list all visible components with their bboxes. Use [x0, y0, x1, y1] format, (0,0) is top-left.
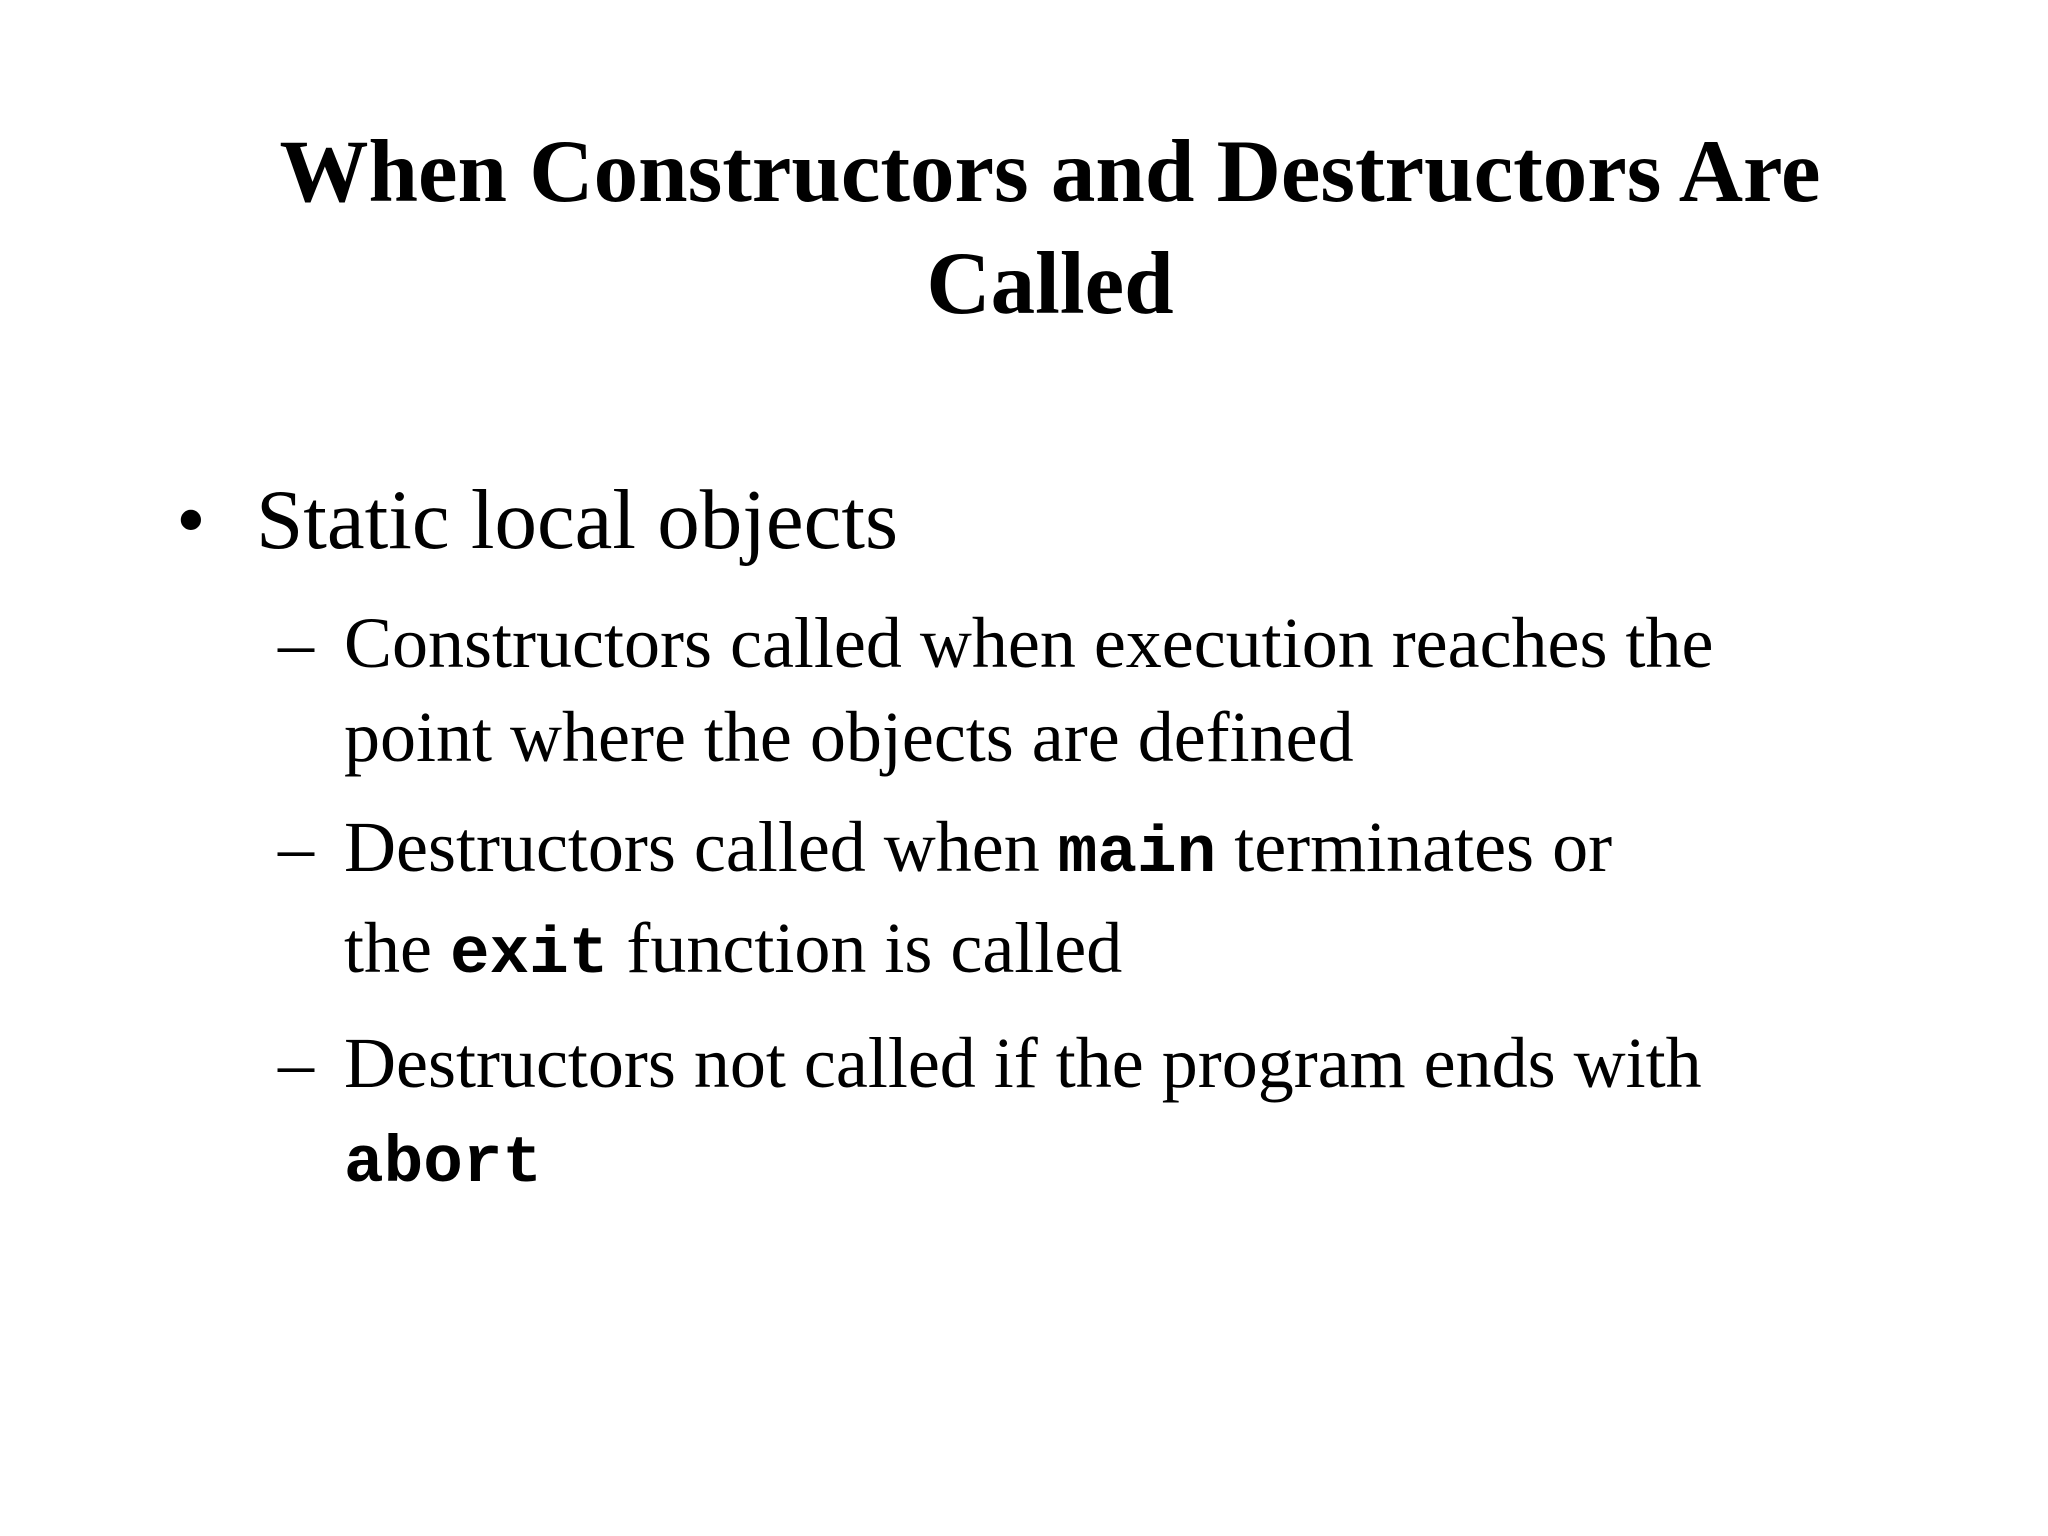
text-fragment: terminates or: [1216, 807, 1613, 887]
sub-item-line: [278, 901, 1938, 1002]
sub-item-dash: –: [278, 807, 314, 887]
sub-item-line: Constructors called when execution reaches the: [344, 603, 1714, 683]
slide-title-line-1: When Constructors and Destructors Are: [279, 123, 1821, 221]
sub-item-line: [278, 1110, 1938, 1211]
sub-item-line: Destructors not called if the program ends with: [344, 1023, 1702, 1103]
code-keyword-main: main: [1057, 816, 1217, 891]
code-keyword-abort: abort: [344, 1126, 543, 1201]
text-fragment: the: [344, 908, 450, 988]
sub-item-line: point where the objects are defined: [344, 697, 1354, 777]
bullet-text: Static local objects: [256, 473, 899, 567]
text-fragment: Destructors called when: [344, 807, 1058, 887]
code-keyword-exit: exit: [449, 917, 609, 992]
sub-item-line: [278, 800, 1938, 901]
slide-title-line-2: Called: [926, 235, 1174, 333]
bullet-marker: •: [176, 473, 206, 567]
sub-item-destructors-called: [278, 800, 1938, 1002]
sub-item-destructors-not-called: [278, 1016, 1938, 1211]
sub-item-dash: –: [278, 1023, 314, 1103]
text-fragment: function is called: [608, 908, 1123, 988]
sub-item-dash: –: [278, 603, 314, 683]
sub-item-constructors: [278, 596, 1938, 784]
bullet-static-local-objects: [176, 470, 898, 570]
slide-title: [0, 116, 2048, 340]
